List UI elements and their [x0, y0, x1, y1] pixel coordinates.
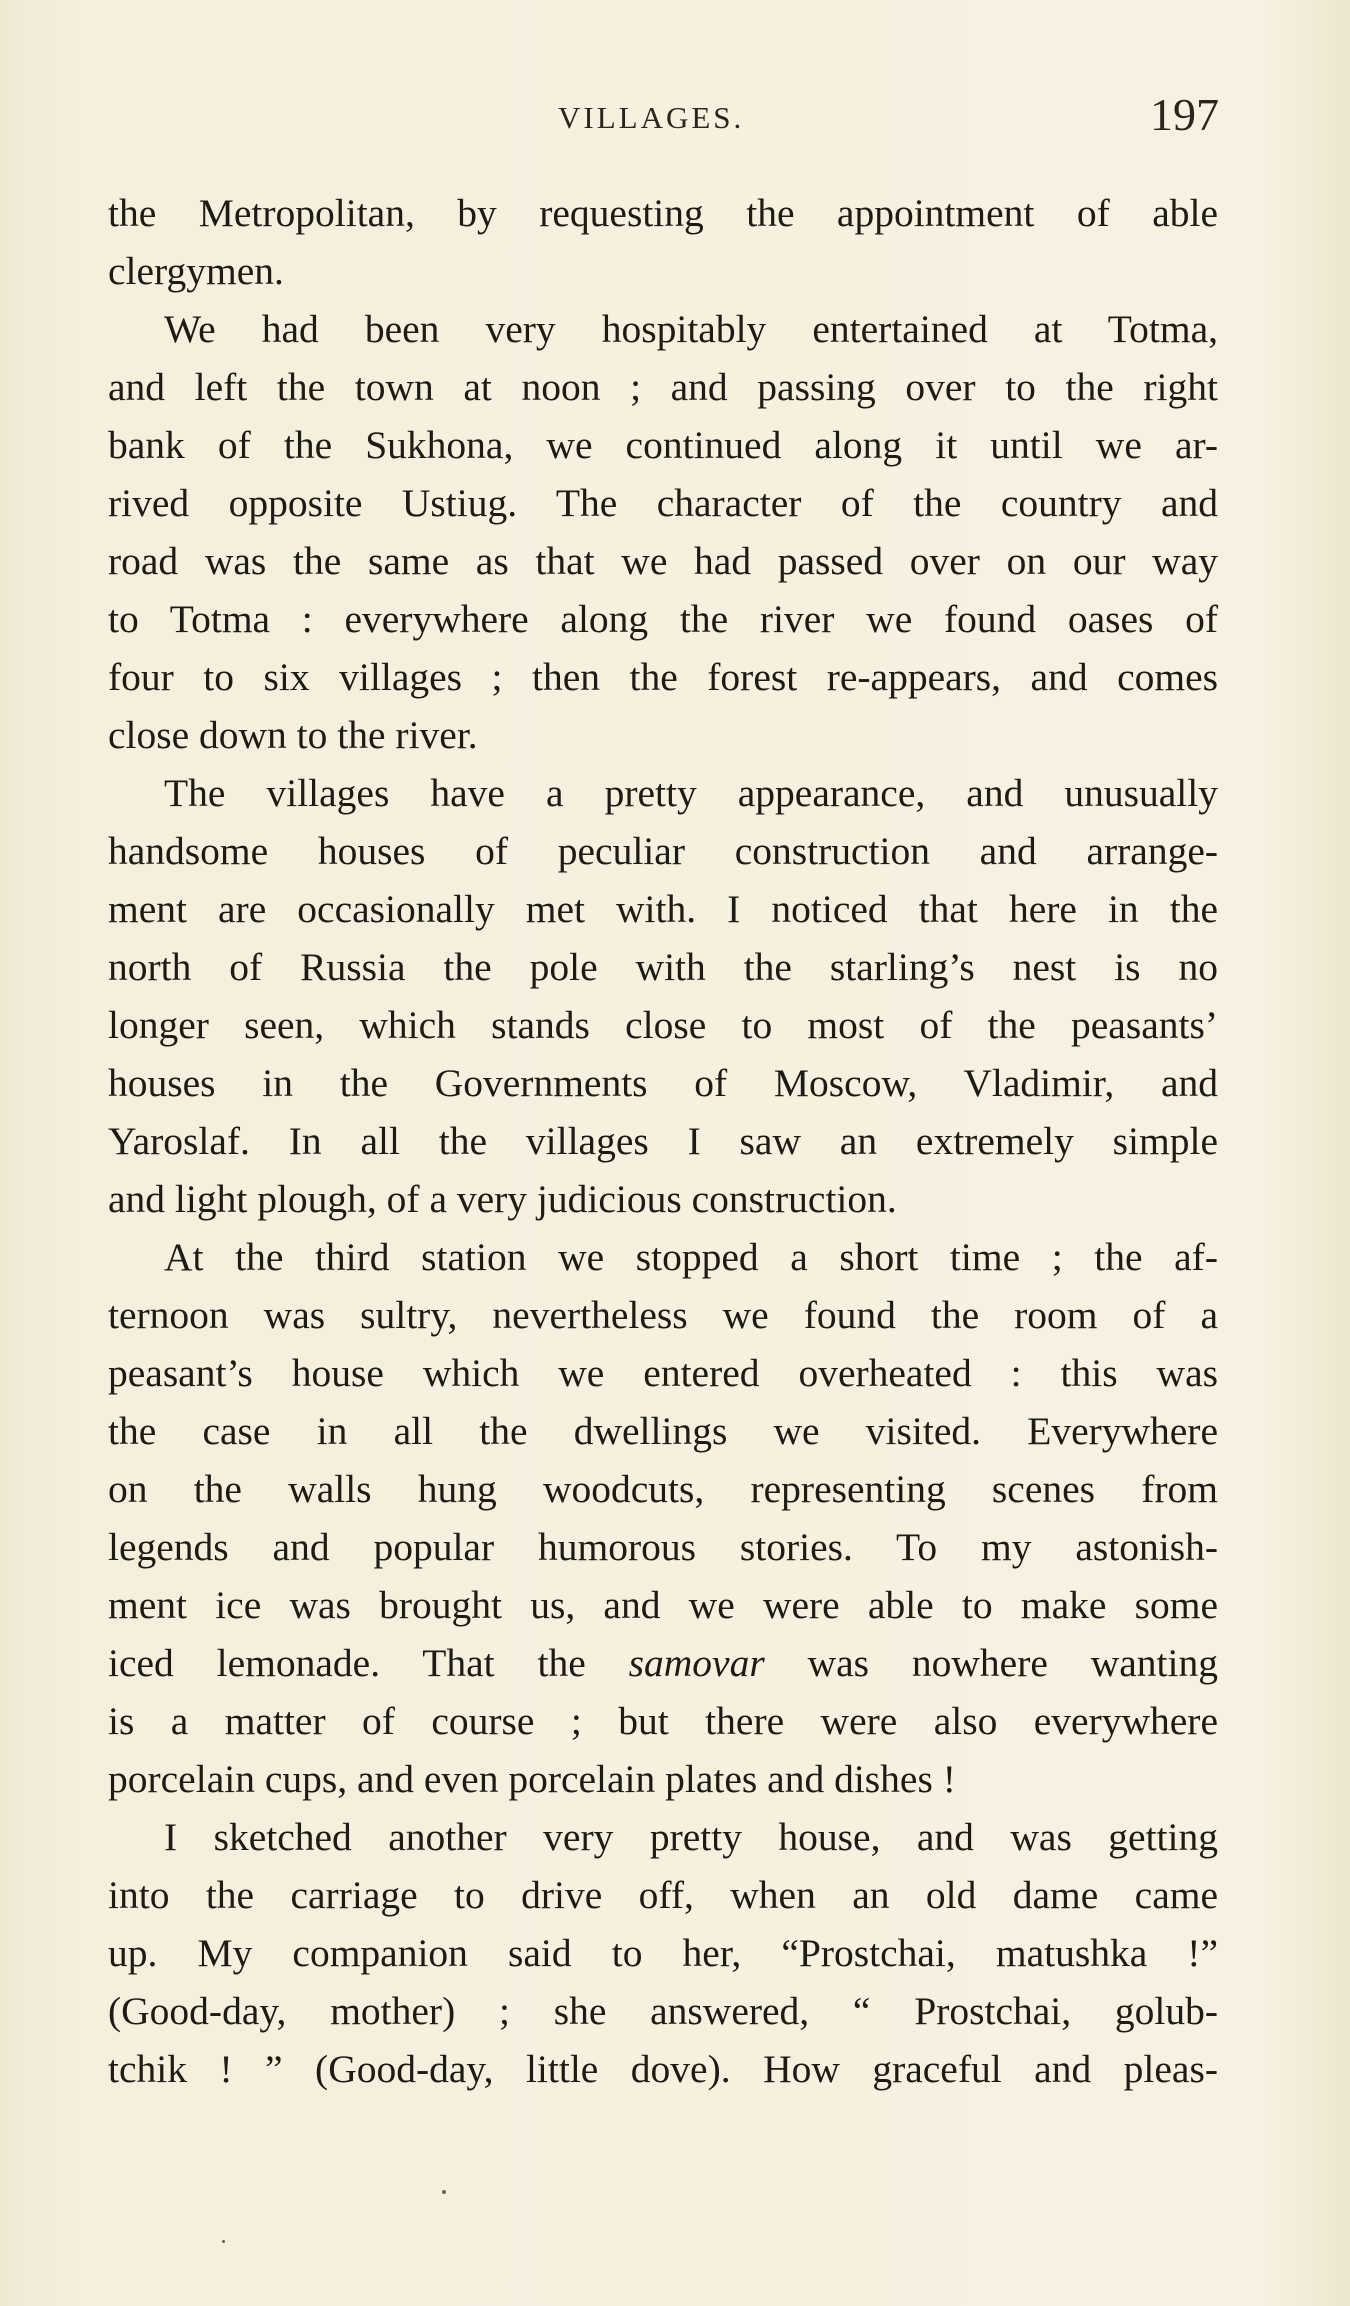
running-head: [0, 88, 1350, 148]
running-title: VILLAGES.: [558, 100, 745, 135]
text-line: (Good-day, mother) ; she answered, “ Prostchai, golub-: [108, 1989, 1218, 2033]
paper-speck: [442, 2190, 446, 2194]
text-line: ment are occasionally met with. I noticed that here in the: [108, 887, 1218, 931]
text-line: on the walls hung woodcuts, representing scenes from: [108, 1467, 1218, 1511]
text-line: and left the town at noon ; and passing over to the right: [108, 365, 1218, 409]
text-line: Yaroslaf. In all the villages I saw an extremely simple: [108, 1119, 1218, 1163]
text-line: clergymen.: [108, 249, 284, 293]
text-fragment: was nowhere wanting: [807, 1641, 1219, 1685]
paragraph-start-line: At the third station we stopped a short time ; the af-: [164, 1235, 1218, 1279]
text-line: bank of the Sukhona, we continued along it until we ar-: [108, 423, 1218, 467]
text-line: porcelain cups, and even porcelain plates and dishes !: [108, 1757, 956, 1801]
page-number: 197: [1150, 89, 1219, 140]
text-line: road was the same as that we had passed over on our way: [108, 539, 1218, 583]
text-line: rived opposite Ustiug. The character of the country and: [108, 481, 1218, 525]
text-line: north of Russia the pole with the starling’s nest is no: [108, 945, 1218, 989]
text-line: and light plough, of a very judicious construction.: [108, 1177, 897, 1221]
text-line: to Totma : everywhere along the river we found oases of: [108, 597, 1218, 641]
italic-word-samovar: samovar: [628, 1641, 765, 1685]
text-line: close down to the river.: [108, 713, 478, 757]
paper-speck: [222, 2240, 225, 2243]
text-line: into the carriage to drive off, when an old dame came: [108, 1873, 1218, 1917]
text-line: four to six villages ; then the forest re-appears, and comes: [108, 655, 1218, 699]
text-line: ment ice was brought us, and we were able to make some: [108, 1583, 1218, 1627]
paragraph-start-line: The villages have a pretty appearance, and unusually: [164, 771, 1218, 815]
text-line: longer seen, which stands close to most of the peasants’: [108, 1003, 1218, 1047]
text-line-with-italic: [108, 1634, 1218, 1692]
text-line: the case in all the dwellings we visited. Everywhere: [108, 1409, 1218, 1453]
body-text: [108, 184, 1218, 2098]
text-line: up. My companion said to her, “Prostchai, matushka !”: [108, 1931, 1218, 1975]
paragraph-start-line: We had been very hospitably entertained at Totma,: [164, 307, 1218, 351]
text-line: tchik ! ” (Good-day, little dove). How graceful and pleas-: [108, 2047, 1218, 2091]
text-line: peasant’s house which we entered overheated : this was: [108, 1351, 1218, 1395]
text-line: ternoon was sultry, nevertheless we found the room of a: [108, 1293, 1218, 1337]
text-line: handsome houses of peculiar construction and arrange-: [108, 829, 1218, 873]
paragraph-start-line: I sketched another very pretty house, and was getting: [164, 1815, 1218, 1859]
text-line: houses in the Governments of Moscow, Vladimir, and: [108, 1061, 1218, 1105]
text-line: is a matter of course ; but there were also everywhere: [108, 1699, 1218, 1743]
text-line: legends and popular humorous stories. To my astonish-: [108, 1525, 1218, 1569]
text-line: the Metropolitan, by requesting the appointment of able: [108, 191, 1218, 235]
text-fragment: iced lemonade. That the: [108, 1641, 586, 1685]
